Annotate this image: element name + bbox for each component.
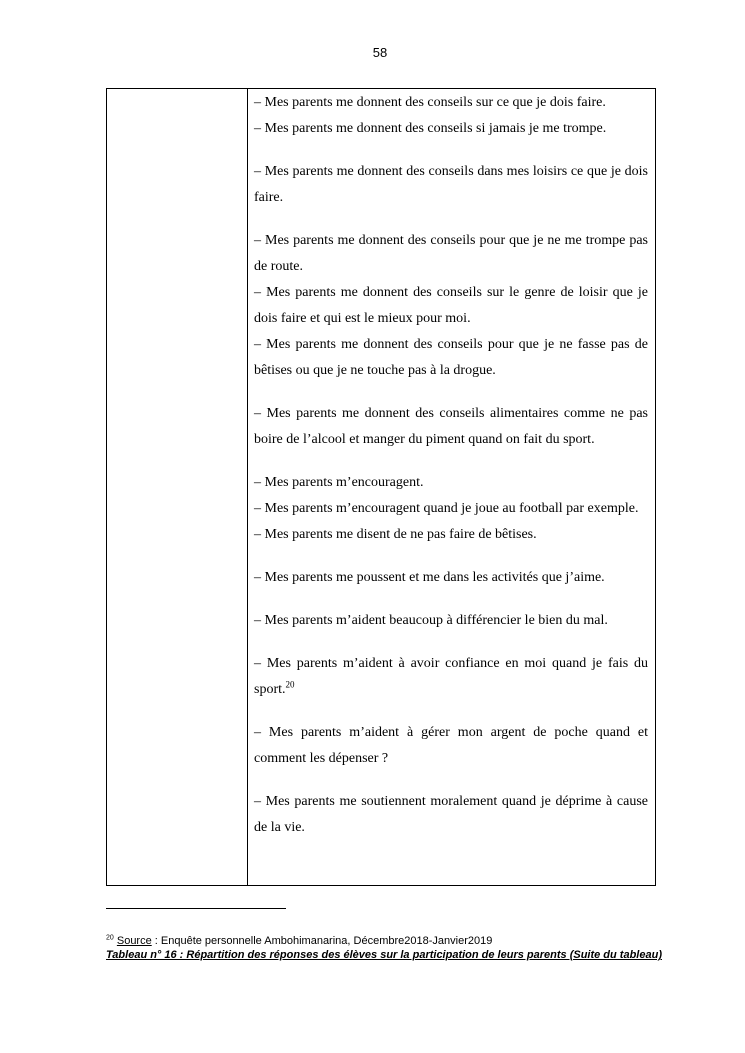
footnote-separator — [106, 908, 286, 909]
response-item — [254, 228, 648, 280]
footnote-ref: 20 — [285, 679, 295, 690]
response-item — [254, 789, 648, 841]
table-right-cell — [248, 89, 655, 885]
response-text: – Mes parents me donnent des conseils sur le genre de loisir que je dois faire et qui est le mieux pour moi. — [254, 285, 648, 326]
response-item — [254, 720, 648, 772]
response-item — [254, 280, 648, 332]
response-text: – Mes parents me donnent des conseils pour que je ne fasse pas de bêtises ou que je ne touche pas à la drogue. — [254, 337, 648, 378]
table-left-cell — [107, 89, 248, 885]
response-item — [254, 116, 648, 142]
response-text: – Mes parents me donnent des conseils sur ce que je dois faire. — [254, 95, 606, 110]
response-item — [254, 651, 648, 703]
response-text: – Mes parents me soutiennent moralement quand je déprime à cause de la vie. — [254, 794, 648, 835]
response-item — [254, 332, 648, 384]
response-text: – Mes parents me donnent des conseils dans mes loisirs ce que je dois faire. — [254, 164, 648, 205]
response-text: – Mes parents me donnent des conseils si jamais je me trompe. — [254, 121, 607, 136]
footnote-text: : Enquête personnelle Ambohimanarina, Décembre2018-Janvier2019 — [151, 935, 493, 947]
response-item — [254, 496, 648, 522]
footnote — [106, 934, 666, 948]
response-item — [254, 470, 648, 496]
table-caption: Tableau n° 16 : Répartition des réponses des élèves sur la participation de leurs parents (Suite du tableau) — [106, 949, 662, 961]
response-text: – Mes parents m’encouragent quand je joue au football par exemple. — [254, 501, 639, 516]
response-item — [254, 401, 648, 453]
response-item — [254, 608, 648, 634]
response-text: – Mes parents m’aident à avoir confiance en moi quand je fais du sport. — [254, 656, 648, 697]
response-item — [254, 522, 648, 548]
response-item — [254, 159, 648, 211]
footnote-source-label: Source — [116, 935, 152, 947]
response-text: – Mes parents m’aident à gérer mon argent de poche quand et comment les dépenser ? — [254, 725, 648, 766]
response-text: – Mes parents me donnent des conseils alimentaires comme ne pas boire de l’alcool et manger du piment quand on fait du sport. — [254, 406, 648, 447]
response-text: – Mes parents me donnent des conseils pour que je ne me trompe pas de route. — [254, 233, 648, 274]
footnote-number: 20 — [106, 934, 114, 942]
response-text: – Mes parents m’aident beaucoup à différencier le bien du mal. — [254, 613, 608, 628]
response-text: – Mes parents m’encouragent. — [254, 475, 424, 490]
response-text: – Mes parents me disent de ne pas faire de bêtises. — [254, 527, 537, 542]
responses-table — [106, 88, 656, 886]
response-item — [254, 565, 648, 591]
response-item — [254, 90, 648, 116]
page-number: 58 — [372, 45, 388, 60]
response-text: – Mes parents me poussent et me dans les activités que j’aime. — [254, 570, 605, 585]
